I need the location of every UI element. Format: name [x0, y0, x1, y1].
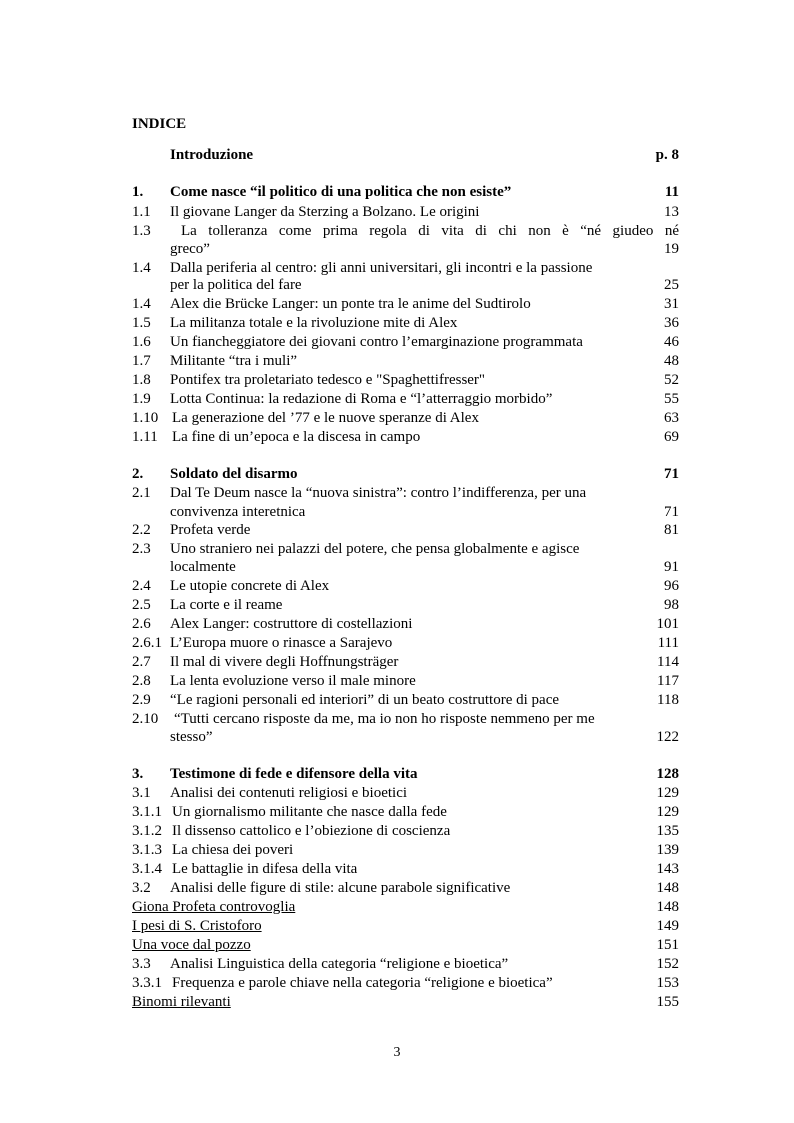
toc-entry-page: 69	[664, 429, 679, 445]
toc-entry-title: Come nasce “il politico di una politica che non esiste”	[170, 184, 512, 200]
toc-entry	[132, 183, 679, 202]
toc-entry	[132, 596, 679, 615]
toc-entry-title: convivenza interetnica	[170, 504, 306, 520]
toc-entry	[132, 371, 679, 390]
toc-entry-title: “Le ragioni personali ed interiori” di un beato costruttore di pace	[170, 692, 560, 708]
toc-entry	[132, 333, 679, 352]
toc-entry-number: 2.4	[132, 578, 151, 594]
toc-entry-page: 48	[664, 353, 679, 369]
toc-entry-page: p. 8	[655, 147, 679, 163]
toc-entry	[132, 672, 679, 691]
toc-entry-title: Le utopie concrete di Alex	[170, 578, 330, 594]
toc-entry-page: 152	[656, 956, 679, 972]
toc-entry	[132, 222, 679, 241]
toc-entry-title: L’Europa muore o rinasce a Sarajevo	[170, 635, 393, 651]
toc-entry-number: 2.9	[132, 692, 151, 708]
toc-entry-number: 1.10	[132, 410, 159, 426]
toc-entry-title: Analisi dei contenuti religiosi e bioetici	[170, 785, 408, 801]
toc-entry-number: 2.6.1	[132, 635, 162, 651]
toc-entry-page: 149	[656, 918, 679, 934]
toc-entry-number: 2.1	[132, 485, 151, 501]
toc-entry-page: 63	[664, 410, 679, 426]
toc-entry-title: Una voce dal pozzo	[132, 937, 251, 953]
toc-entry	[132, 503, 679, 522]
toc-entry	[132, 955, 679, 974]
toc-entry-number: 2.	[132, 466, 144, 482]
toc-entry-page: 153	[656, 975, 679, 991]
page-number: 3	[393, 1045, 401, 1060]
toc-entry-title: stesso”	[170, 729, 213, 745]
toc-entry-title: Pontifex tra proletariato tedesco e "Spaghettifresser"	[170, 372, 486, 388]
toc-entry-title: Le battaglie in difesa della vita	[172, 861, 358, 877]
toc-entry-title: Analisi Linguistica della categoria “religione e bioetica”	[170, 956, 509, 972]
toc-entry-page: 139	[656, 842, 679, 858]
toc-entry-page: 155	[656, 994, 679, 1010]
toc-entry-page: 122	[656, 729, 679, 745]
toc-entry-title: Giona Profeta controvoglia	[132, 899, 296, 915]
toc-entry-page: 13	[664, 204, 679, 220]
toc-entry-page: 148	[656, 899, 679, 915]
toc-entry-page: 114	[657, 654, 679, 670]
toc-entry-page: 25	[664, 277, 679, 293]
toc-entry-number: 1.6	[132, 334, 151, 350]
toc-entry-page: 151	[656, 937, 679, 953]
toc-entry-number: 3.1.3	[132, 842, 162, 858]
toc-entry-page: 135	[656, 823, 679, 839]
toc-entry-number: 2.3	[132, 541, 151, 557]
toc-entry	[132, 465, 679, 484]
toc-entry-title: Dal Te Deum nasce la “nuova sinistra”: contro l’indifferenza, per una	[170, 485, 587, 501]
toc-entry	[132, 409, 679, 428]
toc-entry-number: 2.6	[132, 616, 151, 632]
toc-entry-number: 1.7	[132, 353, 151, 369]
toc-entry-number: 1.4	[132, 296, 151, 312]
toc-entry-number: 1.3	[132, 223, 151, 239]
toc-entry	[132, 615, 679, 634]
toc-entry-page: 91	[664, 559, 679, 575]
toc-entry-page: 96	[664, 578, 679, 594]
toc-entry	[132, 240, 679, 259]
toc-entry-title: Un fiancheggiatore dei giovani contro l’emarginazione programmata	[170, 334, 583, 350]
toc-entry	[132, 276, 679, 295]
toc-entry-page: 129	[656, 785, 679, 801]
toc-entry-title: La generazione del ’77 e le nuove speranze di Alex	[172, 410, 479, 426]
toc-entry-number: 3.1.4	[132, 861, 162, 877]
toc-entry-number: 3.3	[132, 956, 151, 972]
toc-entry	[132, 728, 679, 747]
toc-entry-title: per la politica del fare	[170, 277, 302, 293]
toc-entry-page: 19	[664, 241, 679, 257]
toc-entry	[132, 484, 679, 503]
toc-entry-title: La fine di un’epoca e la discesa in campo	[172, 429, 421, 445]
toc-entry	[132, 898, 679, 917]
toc-entry-page: 71	[664, 504, 679, 520]
toc-entry	[132, 974, 679, 993]
toc-entry	[132, 936, 679, 955]
toc-entry	[132, 860, 679, 879]
toc-entry-title: greco”	[170, 241, 210, 257]
toc-entry	[132, 879, 679, 898]
toc-entry-title: localmente	[170, 559, 236, 575]
toc-entry-page: 111	[657, 635, 679, 651]
toc-entry	[132, 917, 679, 936]
toc-entry-title: Uno straniero nei palazzi del potere, che pensa globalmente e agisce	[170, 541, 580, 557]
toc-entry-number: 1.5	[132, 315, 151, 331]
toc-entry	[132, 577, 679, 596]
toc-entry	[132, 521, 679, 540]
toc-entry-title: Soldato del disarmo	[170, 466, 298, 482]
toc-entry	[132, 146, 679, 165]
toc-entry-title: La corte e il reame	[170, 597, 283, 613]
toc-entry-page: 11	[664, 184, 679, 200]
toc-entry-page: 118	[657, 692, 679, 708]
toc-entry-page: 71	[664, 466, 679, 482]
toc-entry	[132, 203, 679, 222]
toc-entry-number: 3.1.2	[132, 823, 162, 839]
toc-entry-title: Dalla periferia al centro: gli anni universitari, gli incontri e la passione	[170, 260, 593, 276]
toc-entry-number: 1.9	[132, 391, 151, 407]
toc-entry-title: La lenta evoluzione verso il male minore	[170, 673, 416, 689]
toc-entry-number: 2.5	[132, 597, 151, 613]
toc-entry-title: Militante “tra i muli”	[170, 353, 298, 369]
toc-entry	[132, 558, 679, 577]
toc-entry-page: 31	[664, 296, 679, 312]
toc-entry-page: 52	[664, 372, 679, 388]
toc-entry-title: Alex die Brücke Langer: un ponte tra le anime del Sudtirolo	[170, 296, 531, 312]
toc-entry-page: 128	[656, 766, 679, 782]
toc-entry-title: I pesi di S. Cristoforo	[132, 918, 262, 934]
toc-entry-page: 143	[656, 861, 679, 877]
toc-entry-number: 2.8	[132, 673, 151, 689]
toc-entry-title: Analisi delle figure di stile: alcune parabole significative	[170, 880, 511, 896]
toc-entry-page: 55	[664, 391, 679, 407]
toc-entry-number: 3.3.1	[132, 975, 162, 991]
toc-entry-page: 46	[664, 334, 679, 350]
toc-entry-title: Un giornalismo militante che nasce dalla fede	[172, 804, 447, 820]
toc-entry-title: La chiesa dei poveri	[172, 842, 294, 858]
toc-entry-title: Lotta Continua: la redazione di Roma e “l’atterraggio morbido”	[170, 391, 553, 407]
toc-entry	[132, 390, 679, 409]
toc-entry	[132, 653, 679, 672]
toc-entry-number: 1.11	[132, 429, 158, 445]
toc-entry-number: 3.1	[132, 785, 151, 801]
toc-entry-page: 117	[657, 673, 679, 689]
toc-entry-title: Binomi rilevanti	[132, 994, 231, 1010]
toc-entry-number: 2.10	[132, 711, 159, 727]
toc-entry	[132, 314, 679, 333]
toc-entry-title: La militanza totale e la rivoluzione mite di Alex	[170, 315, 458, 331]
toc-entry-number: 2.2	[132, 522, 151, 538]
toc-entry-number: 1.4	[132, 260, 151, 276]
toc-entry	[132, 765, 679, 784]
toc-entry	[132, 295, 679, 314]
toc-entry-title: Il dissenso cattolico e l’obiezione di coscienza	[172, 823, 451, 839]
toc-entry-title: Il mal di vivere degli Hoffnungsträger	[170, 654, 399, 670]
toc-entry-title: Profeta verde	[170, 522, 251, 538]
toc-entry-title: Il giovane Langer da Sterzing a Bolzano. Le origini	[170, 204, 480, 220]
toc-entry-title: La tolleranza come prima regola di vita di chi non è “né giudeo né	[181, 223, 679, 239]
toc-entry	[132, 710, 679, 729]
toc-entry	[132, 540, 679, 559]
toc-entry-page: 129	[656, 804, 679, 820]
toc-entry-number: 1.8	[132, 372, 151, 388]
toc-entry-number: 1.	[132, 184, 144, 200]
toc-entry-page: 148	[656, 880, 679, 896]
toc-entry	[132, 803, 679, 822]
toc-entry-title: Frequenza e parole chiave nella categoria “religione e bioetica”	[172, 975, 553, 991]
toc-entry-page: 81	[664, 522, 679, 538]
toc-entry-page: 36	[664, 315, 679, 331]
index-title: INDICE	[132, 116, 187, 132]
toc-entry	[132, 993, 679, 1012]
toc-entry-number: 2.7	[132, 654, 151, 670]
toc-entry-number: 3.	[132, 766, 144, 782]
toc-entry-number: 3.1.1	[132, 804, 162, 820]
toc-entry-title: Alex Langer: costruttore di costellazioni	[170, 616, 413, 632]
toc-entry	[132, 352, 679, 371]
toc-entry-page: 98	[664, 597, 679, 613]
toc-entry	[132, 634, 679, 653]
toc-entry	[132, 691, 679, 710]
toc-entry-title: “Tutti cercano risposte da me, ma io non ho risposte nemmeno per me	[174, 711, 595, 727]
toc-entry-title: Introduzione	[170, 147, 254, 163]
toc-entry	[132, 841, 679, 860]
toc-entry-number: 3.2	[132, 880, 151, 896]
toc-entry	[132, 428, 679, 447]
toc-entry-page: 101	[656, 616, 679, 632]
toc-entry	[132, 784, 679, 803]
toc-entry-title: Testimone di fede e difensore della vita	[170, 766, 418, 782]
toc-entry-number: 1.1	[132, 204, 151, 220]
toc-entry	[132, 822, 679, 841]
